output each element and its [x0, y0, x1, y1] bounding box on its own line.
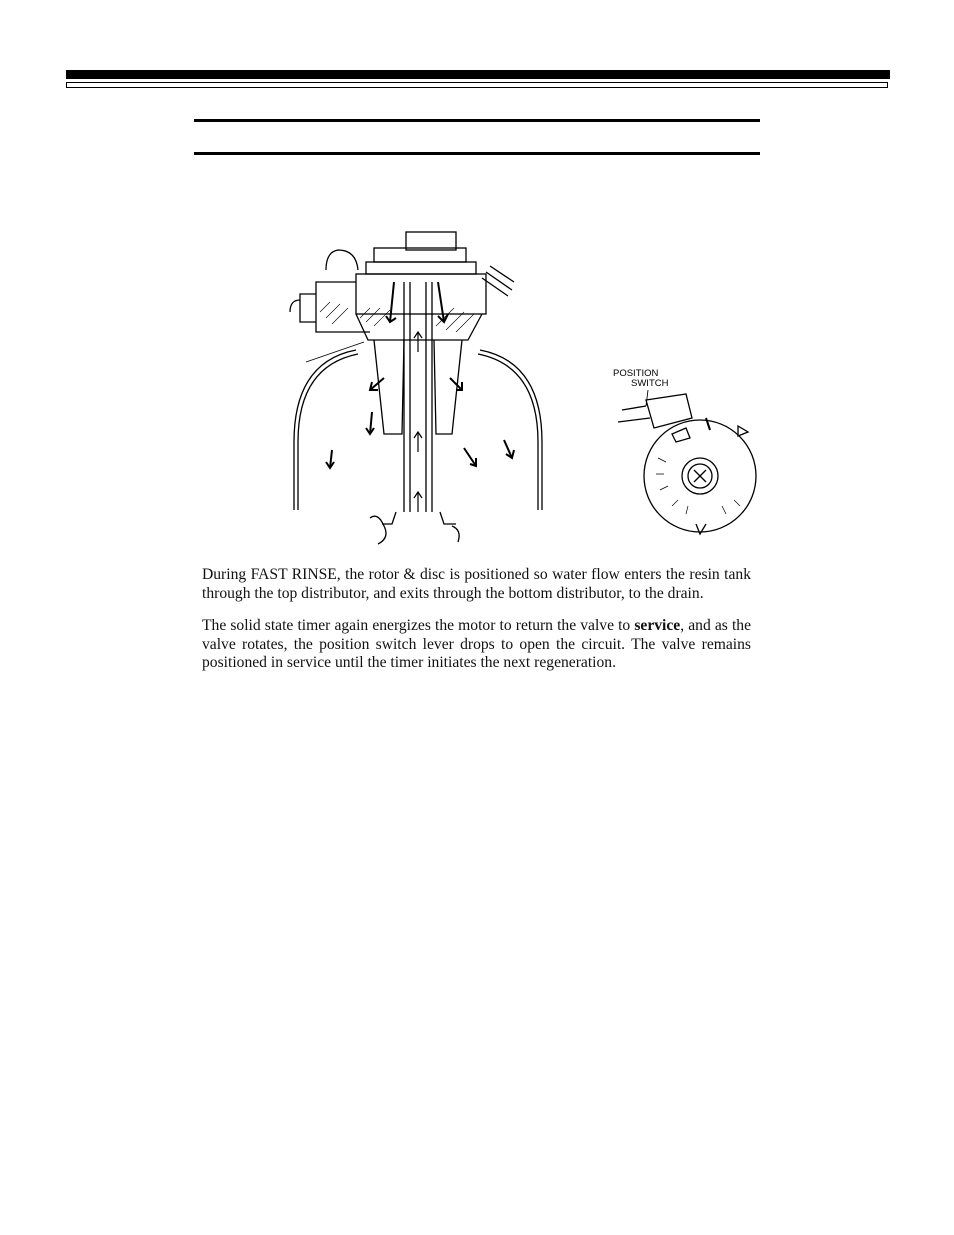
position-switch-inset — [613, 368, 756, 534]
header-bar-thick — [66, 70, 890, 79]
paragraph-service-end: , and as the valve rotates, the position switch lever drops to open the circuit. The valve remains positioned in service until the timer initiates the next regeneration. — [202, 617, 751, 672]
flow-arrows — [326, 282, 514, 512]
valve-head — [290, 232, 514, 340]
header-bar-thin — [66, 82, 888, 88]
body-text — [202, 566, 751, 687]
distributor-tube — [370, 282, 462, 544]
fast-rinse-diagram — [286, 222, 776, 552]
paragraph-service — [202, 617, 751, 673]
title-rule-bottom — [194, 152, 760, 155]
position-switch-label-1: POSITION — [613, 368, 659, 379]
position-switch-label-2: SWITCH — [631, 378, 669, 389]
resin-tank — [294, 350, 542, 510]
title-rule-top — [194, 119, 760, 122]
paragraph-service-start: The solid state timer again energizes the motor to return the valve to — [202, 617, 635, 635]
service-bold-word: service — [634, 617, 681, 635]
leader-line — [306, 342, 364, 362]
paragraph-fast-rinse: During FAST RINSE, the rotor & disc is positioned so water flow enters the resin tank through the top distributor, and exits through the bottom distributor, to the drain. — [202, 566, 751, 602]
